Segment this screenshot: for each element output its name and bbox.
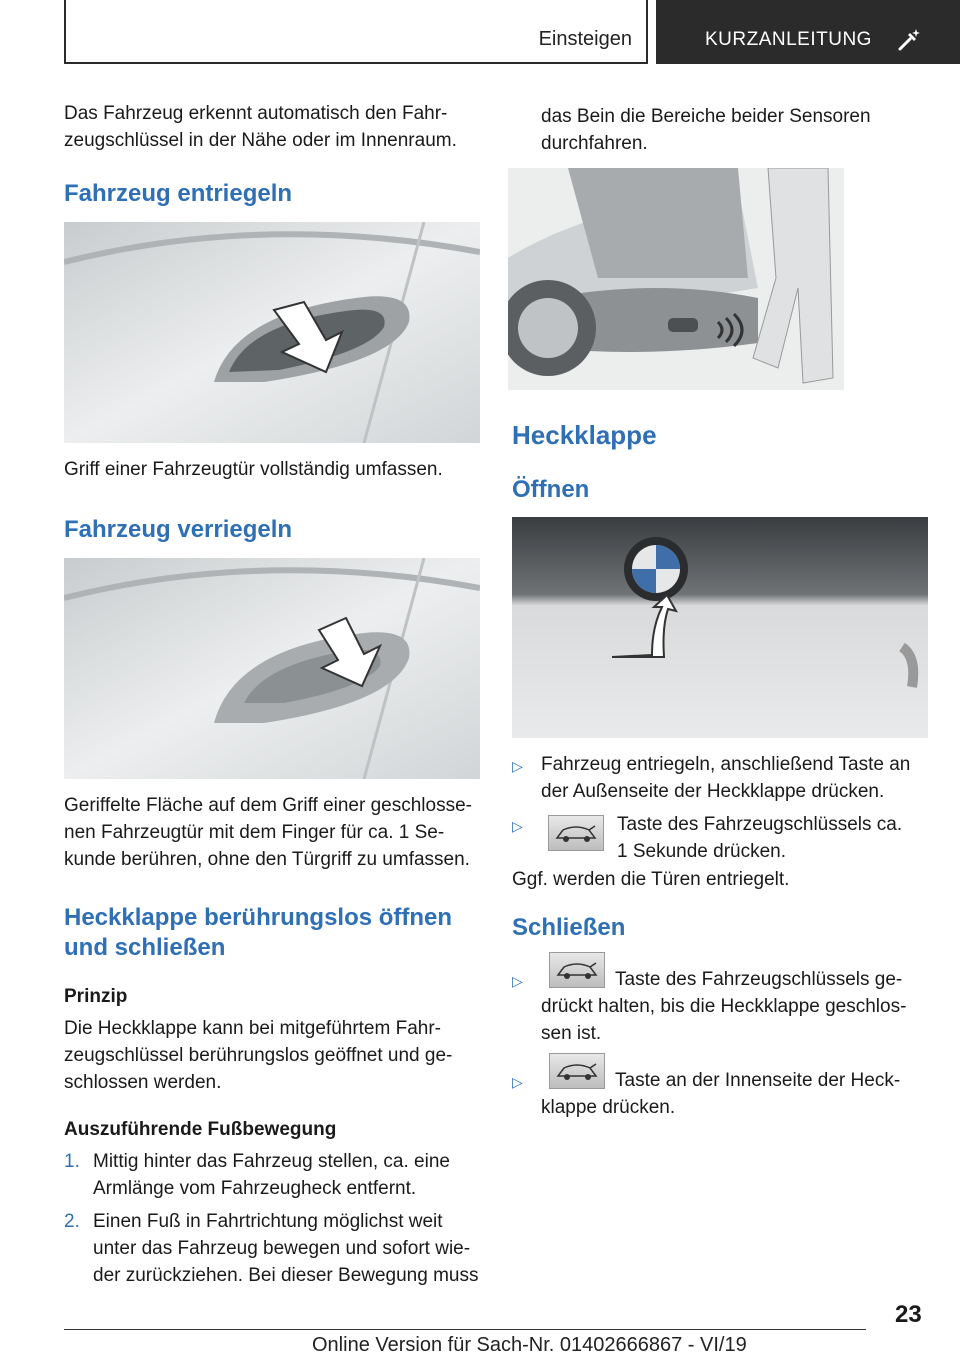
text-line: der Außenseite der Heckklappe drücken. [541,781,885,802]
text-line: Geriffelte Fläche auf dem Griff einer geschlosse- [64,795,472,816]
door-handle-illustration [64,558,480,779]
text-line: Taste des Fahrzeugschlüssels ca. [617,814,903,835]
step-item [64,1148,484,1202]
text-line: Mittig hinter das Fahrzeug stellen, ca. eine [93,1151,450,1172]
heading-tailgate: Heckklappe [512,420,657,450]
tailgate-emblem-illustration [512,517,928,738]
text-line: das Bein die Bereiche beider Sensoren [541,106,871,127]
triangle-bullet-icon: ▷ [512,973,523,989]
text-line: Taste an der Innenseite der Heck- [615,1070,901,1091]
door-handle-lock-figure [64,558,480,779]
text-line: Das Fahrzeug erkennt automatisch den Fahr- [64,103,448,124]
tailgate-inner-button-icon [549,1053,605,1089]
tailgate-key-button-icon [549,952,605,988]
footer-divider [64,1329,866,1330]
text-line: Die Heckklappe kann bei mitgeführtem Fahr- [64,1018,442,1039]
heading-line: Heckklappe berührungslos öffnen [64,904,453,931]
section-title: Einsteigen [538,28,632,50]
car-rear-foot-illustration [508,168,844,390]
text-line: nen Fahrzeugtür mit dem Finger für ca. 1 Se- [64,822,445,843]
list-item [512,751,922,805]
door-handle-illustration [64,222,480,443]
open-list [512,751,922,867]
principle-paragraph [64,1015,452,1096]
text-line: Taste des Fahrzeugschlüssels ge- [615,969,903,990]
triangle-bullet-icon: ▷ [512,818,523,834]
heading-close: Schließen [512,914,626,941]
header-section-box [64,0,648,64]
list-item [512,1067,922,1121]
text-line: Fahrzeug entriegeln, anschließend Taste an [541,754,911,775]
triangle-bullet-icon: ▷ [512,758,523,774]
list-item [512,966,922,1047]
heading-open: Öffnen [512,476,590,503]
intro-paragraph [64,100,457,154]
foot-sensor-figure [508,168,844,390]
step-number: 2. [64,1211,80,1232]
text-line: Einen Fuß in Fahrtrichtung möglichst weit [93,1211,443,1232]
close-list [512,966,922,1121]
continued-paragraph [541,103,871,157]
unlock-caption: Griff einer Fahrzeugtür vollständig umfassen. [64,459,443,480]
page-number: 23 [895,1301,922,1328]
chapter-title: KURZANLEITUNG [705,29,872,50]
text-line: 1 Sekunde drücken. [617,841,787,862]
heading-unlock: Fahrzeug entriegeln [64,180,293,207]
open-note: Ggf. werden die Türen entriegelt. [512,869,790,890]
text-line: schlossen werden. [64,1072,222,1093]
list-item [512,811,922,867]
heading-foot-movement: Auszuführende Fußbewegung [64,1119,337,1140]
text-line: drückt halten, bis die Heckklappe geschlos- [541,996,907,1017]
tailgate-key-button-icon [548,815,604,851]
wrench-sparkle-icon [896,27,922,53]
steps-list [64,1148,484,1289]
text-line: sen ist. [541,1023,602,1044]
text-line: der zurückziehen. Bei dieser Bewegung muss [93,1265,479,1286]
step-item [64,1208,484,1289]
heading-lock: Fahrzeug verriegeln [64,516,293,543]
triangle-bullet-icon: ▷ [512,1074,523,1090]
text-line: klappe drücken. [541,1097,676,1118]
footer-online-version: Online Version für Sach-Nr. 01402666867 - VI/19 [312,1334,747,1356]
text-line: zeugschlüssel berührungslos geöffnet und ge- [64,1045,453,1066]
step-number: 1. [64,1151,80,1172]
text-line: unter das Fahrzeug bewegen und sofort wie- [93,1238,471,1259]
door-handle-unlock-figure [64,222,480,443]
tailgate-button-figure [512,517,928,738]
text-line: zeugschlüssel in der Nähe oder im Innenraum. [64,130,457,151]
chapter-tab [656,0,960,64]
text-line: Armlänge vom Fahrzeugheck entfernt. [93,1178,417,1199]
lock-caption [64,792,472,873]
heading-contactless [64,903,452,963]
heading-principle: Prinzip [64,986,128,1007]
heading-line: und schließen [64,934,226,961]
text-line: durchfahren. [541,133,648,154]
text-line: kunde berühren, ohne den Türgriff zu umfassen. [64,849,470,870]
